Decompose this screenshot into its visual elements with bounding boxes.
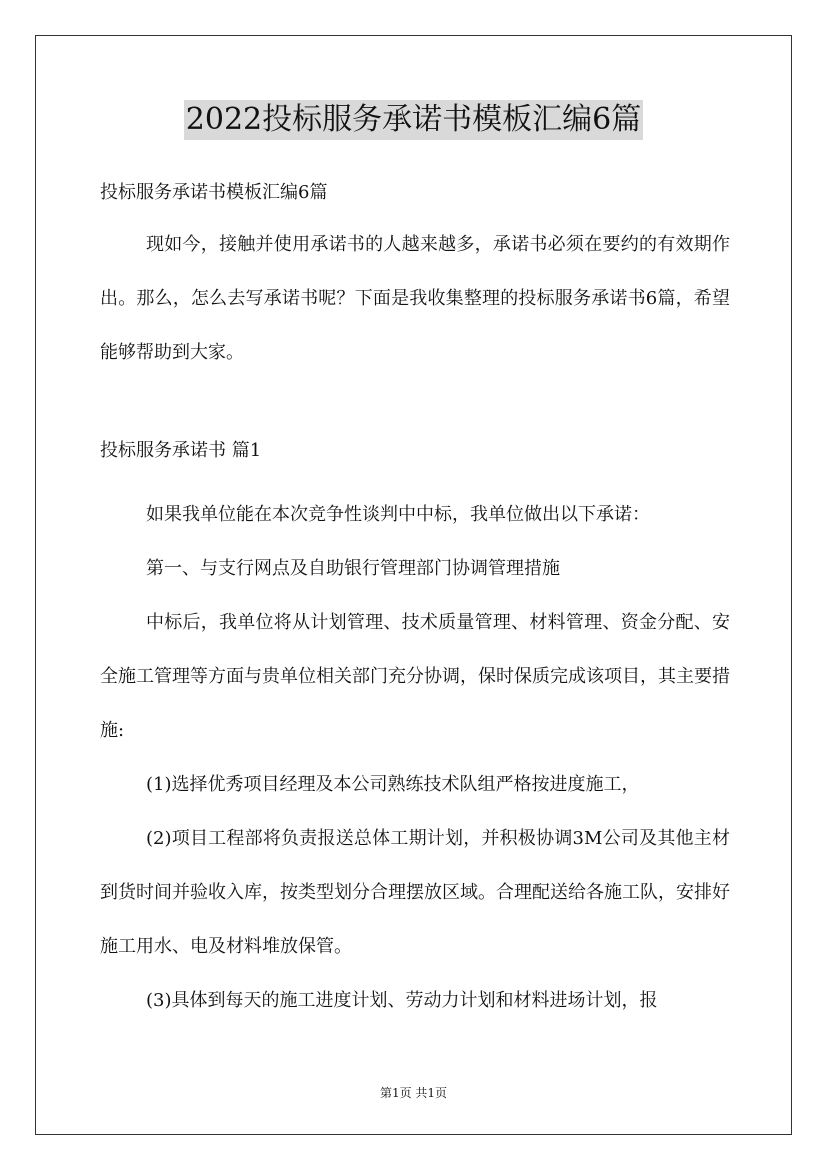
document-body (100, 176, 730, 1028)
document-subtitle: 投标服务承诺书模板汇编6篇 (100, 182, 328, 203)
body-paragraph: (3)具体到每天的施工进度计划、劳动力计划和材料进场计划，报 (146, 990, 658, 1011)
body-paragraph: 第一、与支行网点及自助银行管理部门协调管理措施 (146, 558, 560, 579)
body-paragraph: 中标后，我单位将从计划管理、技术质量管理、材料管理、资金分配、安全施工管理等方面与贵单位相关部门充分协调，保时保质完成该项目，其主要措施: (100, 612, 730, 741)
title-area (0, 100, 827, 140)
body-paragraph: (2)项目工程部将负责报送总体工期计划，并积极协调3M公司及其他主材到货时间并验收入库，按类型划分合理摆放区域。合理配送给各施工队，安排好施工用水、电及材料堆放保管。 (100, 828, 730, 957)
intro-paragraph: 现如今，接触并使用承诺书的人越来越多，承诺书必须在要约的有效期作出。那么，怎么去写承诺书呢？下面是我收集整理的投标服务承诺书6篇，希望能够帮助到大家。 (100, 234, 730, 363)
body-paragraph: 如果我单位能在本次竞争性谈判中中标，我单位做出以下承诺： (146, 504, 650, 525)
page-footer: 第1页 共1页 (379, 1086, 448, 1100)
body-paragraph: (1)选择优秀项目经理及本公司熟练技术队组严格按进度施工， (146, 774, 640, 795)
section-heading: 投标服务承诺书 篇1 (100, 440, 262, 461)
document-title: 2022投标服务承诺书模板汇编6篇 (184, 100, 643, 140)
